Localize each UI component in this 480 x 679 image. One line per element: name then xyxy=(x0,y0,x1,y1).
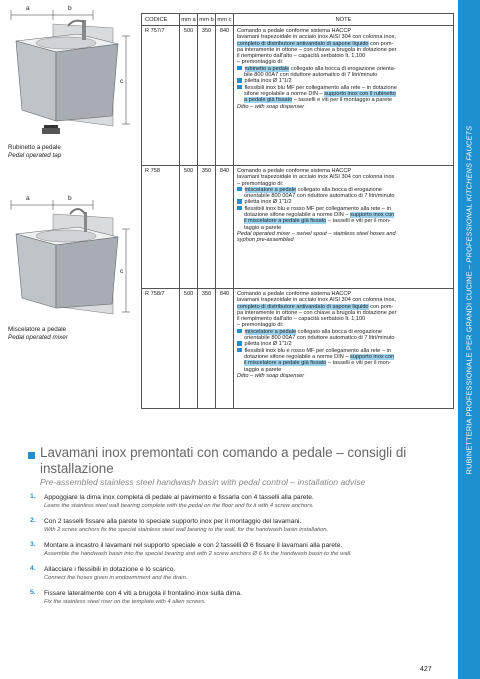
table-row xyxy=(142,166,454,289)
step-text-en: Fix the stainless steel riser on the template with 4 allen screws. xyxy=(44,599,206,605)
step-number: 5. xyxy=(30,589,36,596)
table-header-row xyxy=(142,14,454,26)
col-header-code: CODICE xyxy=(142,14,180,26)
bullet-square-icon xyxy=(237,329,242,334)
dim-c-label: c xyxy=(120,78,124,85)
page-number: 427 xyxy=(420,666,432,673)
cell-b: 350 xyxy=(198,26,216,166)
col-header-c: mm c xyxy=(216,14,234,26)
bullet-square-icon xyxy=(237,206,242,211)
installation-steps xyxy=(30,493,450,613)
dim-a-label: a xyxy=(26,5,30,12)
bullet-square-icon xyxy=(237,348,242,353)
cell-b: 350 xyxy=(198,289,216,409)
heading-square-icon xyxy=(28,452,35,459)
dim-c-label: c xyxy=(120,268,124,275)
list-item xyxy=(30,541,450,558)
col-header-a: mm a xyxy=(180,14,198,26)
figure-caption-top: Rubinetto a pedale Pedal operated tap xyxy=(8,144,62,159)
step-text: Appoggiare la dima inox completa di pedale al pavimento e fissarla con 4 tasselli alla parete. xyxy=(44,494,314,501)
cell-code: R 758/7 xyxy=(142,289,180,409)
cell-code: R 757/7 xyxy=(142,26,180,166)
cell-a: 500 xyxy=(180,289,198,409)
step-text-en: Connect the hoses given in endowmment and the drain. xyxy=(44,575,188,581)
step-text-en: With 2 screw anchors fix the special stainless steel wall bearing to the wall, for the handwash basin installation. xyxy=(44,527,329,533)
bullet-square-icon xyxy=(237,187,242,192)
list-item xyxy=(30,589,450,606)
cell-c: 840 xyxy=(216,289,234,409)
cell-note: Comando a pedale conforme sistema HACCP lavamani trapezoidale in acciaio inox AISI 304 con colonna inox, completo di distributore antivandalo di sapone liquido con pom- pa interamente in ottone – con chiave a brugola in dotazione per il riempimento dall'alto – capacità serbatoio lt. 1,100 – premontaggio di: miscelatore a pedale collegato alla bocca di erogazione orientabile 800 00A7 con riduttore automatico di 7 litri/minuto piletta inox Ø 1"1/2 flessibili inox blu e rosso MF per collegamento alla rete – in dotazione sifone regolabile a norme DIN – supporto inox con il miscelatore a pedale già fissato – tasselli e viti per il mon- taggio a parete Ditto – with soap dispenser xyxy=(234,289,454,409)
step-text: Con 2 tasselli fissare alla parete lo speciale supporto inox per il montaggio del lavamani. xyxy=(44,518,302,525)
figure-caption-bottom: Miscelatore a pedale Pedal operated mixer xyxy=(8,326,68,341)
step-number: 4. xyxy=(30,565,36,572)
step-text: Allacciare i flessibili in dotazione e lo scarico. xyxy=(44,566,176,573)
dim-a-label: a xyxy=(26,195,30,202)
cell-note: Comando a pedale conforme sistema HACCP lavamani trapezoidale in acciaio inox AISI 304 con colonna inox – premontaggio di: miscelatore a pedale collegato alla bocca di erogazione orientabile 800 00A7 con riduttore automatico di 7 litri/minuto piletta inox Ø 1"1/2 flessibili inox blu e rosso MF per collegamento alla rete – in dotazione sifone regolabile a norme DIN – supporto inox con il miscelatore a pedale già fissato – tasselli e viti per il mon- taggio a parete Pedal operated mixer – swivel spout – stainless steel hoses and syphon pre-assembled xyxy=(234,166,454,289)
bullet-square-icon xyxy=(237,341,242,346)
pedal-mixer-drawing xyxy=(8,196,133,324)
step-number: 2. xyxy=(30,517,36,524)
bullet-square-icon xyxy=(237,199,242,204)
bullet-square-icon xyxy=(237,66,242,71)
bullet-square-icon xyxy=(237,85,242,90)
table-row xyxy=(142,289,454,409)
spec-table xyxy=(141,13,454,409)
table-row xyxy=(142,26,454,166)
cell-c: 840 xyxy=(216,26,234,166)
section-title: Lavamani inox premontati con comando a pedale – consigli di installazione xyxy=(40,445,407,476)
dim-b-label: b xyxy=(68,5,72,12)
col-header-b: mm b xyxy=(198,14,216,26)
cell-b: 350 xyxy=(198,166,216,289)
step-text-en: Leans the stainless steel wall bearing complete with the pedal on the floor and fix it with 4 screw anchors. xyxy=(44,503,314,509)
step-text: Fissare lateralmente con 4 viti a brugola il frontalino inox sulla dima. xyxy=(44,590,242,597)
side-label: RUBINETTERIA PROFESSIONALE PER GRANDI CUCINE – PROFESSIONAL KITCHENS FAUCETS xyxy=(464,125,474,475)
step-text: Montare a incastro il lavamani nel supporto speciale e con 2 tasselli Ø 6 fissare il lavamani alla parete. xyxy=(44,542,343,549)
dim-b-label: b xyxy=(68,195,72,202)
col-header-note: NOTE xyxy=(234,14,454,26)
cell-code: R 758 xyxy=(142,166,180,289)
step-number: 3. xyxy=(30,541,36,548)
pedal-tap-drawing xyxy=(8,6,133,144)
step-number: 1. xyxy=(30,493,36,500)
list-item xyxy=(30,517,450,534)
list-item xyxy=(30,565,450,582)
section-subtitle: Pre-assembled stainless steel handwash basin with pedal control – installation advise xyxy=(40,477,366,487)
cell-a: 500 xyxy=(180,166,198,289)
cell-a: 500 xyxy=(180,26,198,166)
cell-note: Comando a pedale conforme sistema HACCP lavamani trapezoidale in acciaio inox AISI 304 con colonna inox, completo di distributore antivandalo di sapone liquido con pom- pa interamente in ottone – con chiave a brugola in dotazione per il riempimento dall'alto – capacità serbatoio lt. 1,100 – premontaggio di: rubinetto a pedale collegato alla bocca di erogazione orienta- bile 800 00A7 con riduttore automatico di 7 litri/minuto piletta inox Ø 1"1/2 flessibili inox blu MF per collegamento alla rete – in dotazione sifone regolabile a norme DIN – supporto inox con il rubinetto a pedale già fissato – tasselli e viti per il montaggio a parete Ditto – with soap dispenser xyxy=(234,26,454,166)
step-text-en: Assemble the handwash basin into the special bearing and with 2 screw anchors Ø 6 fix the handwash basin to the wall. xyxy=(44,551,352,557)
bullet-square-icon xyxy=(237,78,242,83)
cell-c: 840 xyxy=(216,166,234,289)
list-item xyxy=(30,493,450,510)
